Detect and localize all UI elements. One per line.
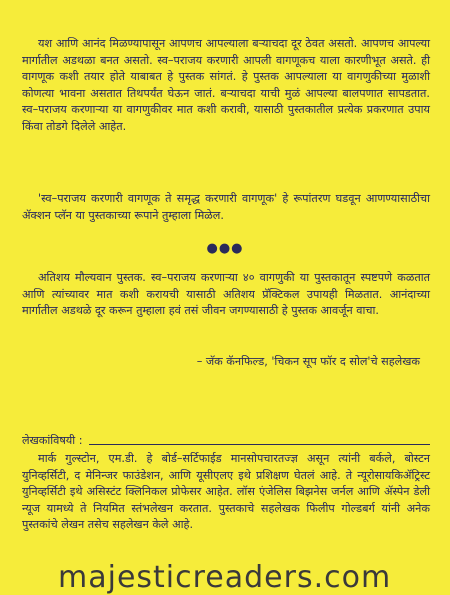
section-separator: ●●● bbox=[206, 241, 244, 256]
about-authors-paragraph: मार्क गुल्स्टोन, एम.डी. हे बोर्ड–सर्टिफाईड मानसोपचारतज्ज्ञ असून त्यांनी बर्कले, बोस्टन युनिव्हर्सिटी, द मेनिन्जर फाउंडेशन, आणि यूसीएलए इथे प्रशिक्षण घेतलं आहे. ते न्यूरोसायकिॲट्रिस्ट युनिव्हर्सिटी इथे असिस्टंट क्लिनिकल प्रोफेसर आहेत. लॉस एंजेलिस बिझनेस जर्नल आणि ॲस्पेन डेली न्यूज यामध्ये ते नियमित स्तंभलेखन करतात. पुस्तकाचे सहलेखक फिलीप गोल्डबर्ग यांनी अनेक पुस्तकांचे लेखन तसेच सहलेखन केले आहे. bbox=[22, 452, 430, 532]
intro-paragraph: यश आणि आनंद मिळण्यापासून आपणच आपल्याला बऱ्याचदा दूर ठेवत असतो. आपणच आपल्या मार्गातील अडथळा बनत असतो. स्व–पराजय करणारी आपली वागणूकच याला कारणीभूत असते. ही वागणूक कशी तयार होते याबाबत हे पुस्तक सांगतं. हे पुस्तक आपल्याला या वागणुकीच्या मुळाशी कोणत्या भावना असतात तिथपर्यंत घेऊन जातं. बऱ्याचदा याची मुळं आपल्या बालपणात सापडतात. स्व–पराजय करणाऱ्या या वागणुकीवर मात कशी करावी, यासाठी पुस्तकातील प्रत्येक प्रकरणात उपाय किंवा तोडगे दिलेले आहेत. bbox=[22, 37, 430, 133]
endorsement-quote: अतिशय मौल्यवान पुस्तक. स्व–पराजय करणाऱ्या ४० वागणुकी या पुस्तकातून स्पष्टपणे कळतात आणि त्यांच्यावर मात कशी करायची यासाठी अतिशय प्रॅक्टिकल उपायही मिळतात. आनंदाच्या मार्गातील अडथळे दूर करून तुम्हाला हवं तसं जीवन जगण्यासाठी हे पुस्तक आवर्जून वाचा. bbox=[22, 271, 430, 318]
endorsement-attribution: – जॅक कॅनफिल्ड, 'चिकन सूप फॉर द सोल'चे सहलेखक bbox=[196, 355, 420, 368]
about-authors-label: लेखकांविषयी : bbox=[22, 434, 83, 447]
about-authors-heading bbox=[22, 433, 430, 448]
action-plan-paragraph: 'स्व–पराजय करणारी वागणूक ते समृद्ध करणारी वागणूक' हे रूपांतरण घडवून आणण्यासाठीचा ॲक्शन प्लॅन या पुस्तकाच्या रूपाने तुम्हाला मिळेल. bbox=[22, 192, 430, 222]
watermark-text: majesticreaders.com bbox=[58, 560, 392, 595]
heading-rule bbox=[89, 444, 430, 445]
